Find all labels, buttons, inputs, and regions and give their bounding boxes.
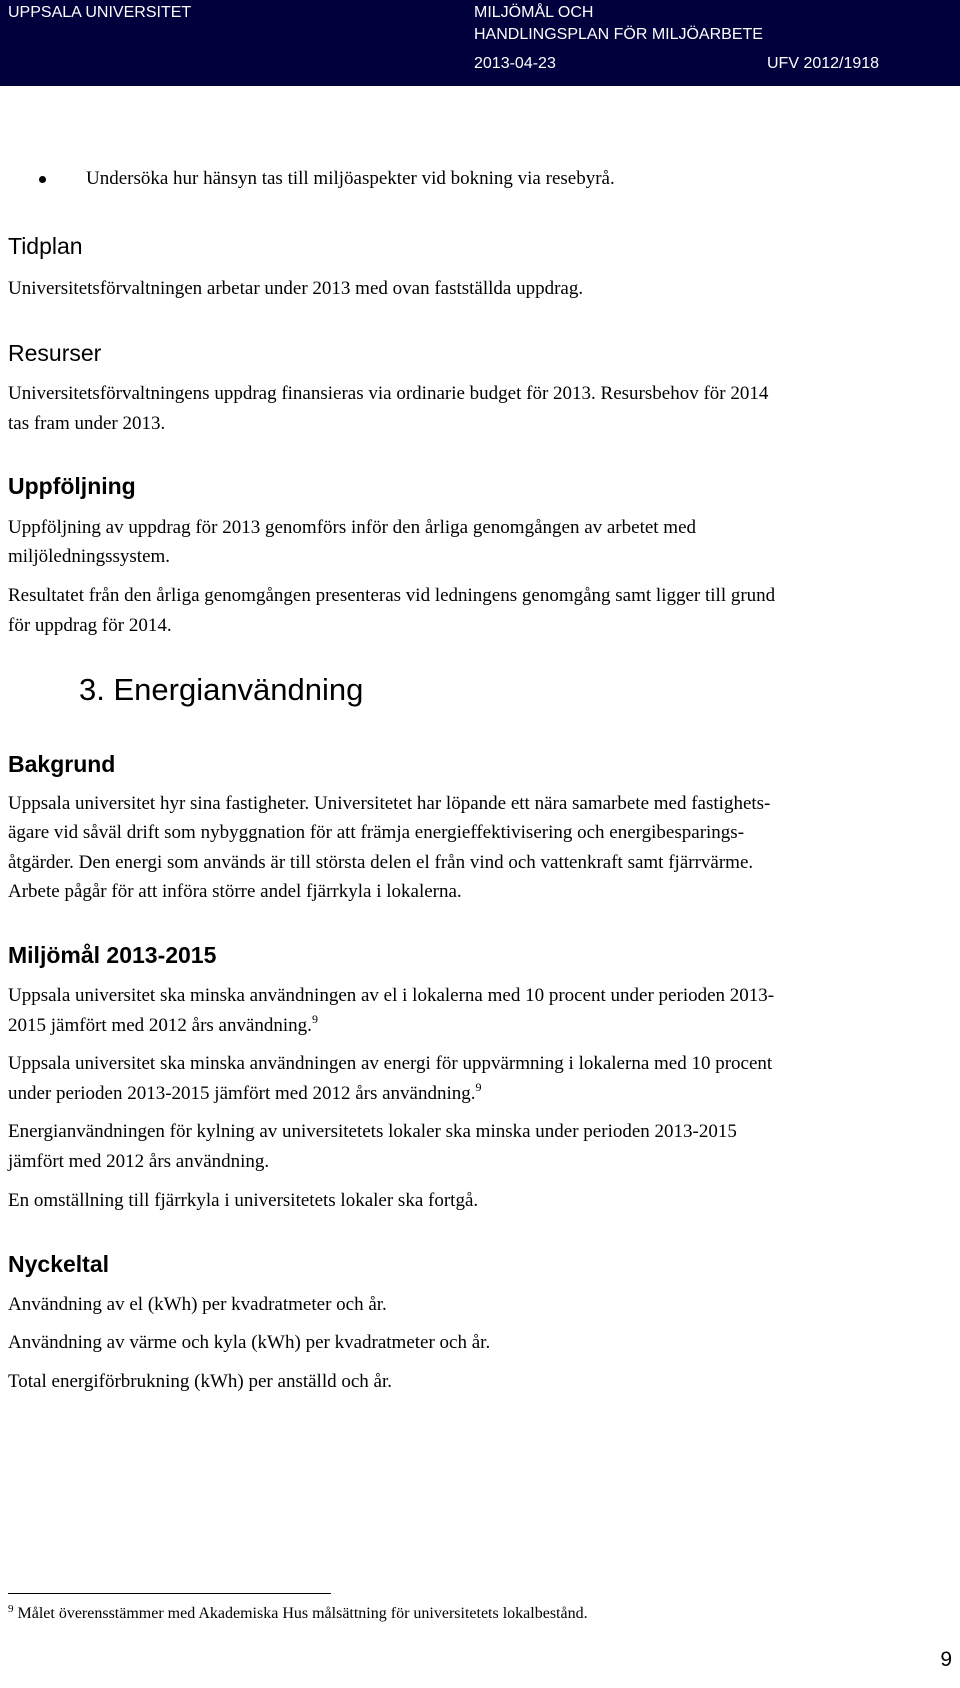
tidplan-text: Universitetsförvaltningen arbetar under 2013 med ovan fastställda uppdrag. [8,278,584,299]
miljomal-p1-line2: 2015 jämfört med 2012 års användning.$^9$ [8,1012,318,1036]
header-title-line2: HANDLINGSPLAN FÖR MILJÖARBETE [474,26,763,43]
uppfoljning-p2-line2: för uppdrag för 2014. [8,615,172,636]
heading-tidplan: Tidplan [8,233,83,259]
footnote [8,1605,588,1623]
bakgrund-line1: Uppsala universitet hyr sina fastigheter. Universitetet har löpande ett nära samarbete med fastighets- [8,793,771,814]
header-title-line1: MILJÖMÅL OCH [474,4,594,21]
bakgrund-line4: Arbete pågår för att införa större andel fjärrkyla i lokalerna. [8,881,462,902]
page-header [0,0,960,86]
miljomal-p3-line2: jämfört med 2012 års användning. [8,1151,270,1172]
uppfoljning-p1-line2: miljöledningssystem. [8,546,171,567]
header-date: 2013-04-23 [474,55,556,72]
nyckeltal-item: Användning av värme och kyla (kWh) per kvadratmeter och år. [8,1332,491,1353]
uppfoljning-p1-line1: Uppföljning av uppdrag för 2013 genomförs inför den årliga genomgången av arbetet med [8,517,697,538]
miljomal-p3-line1: Energianvändningen för kylning av universitetets lokaler ska minska under perioden 2013-2015 [8,1121,737,1142]
heading-uppfoljning: Uppföljning [8,473,136,499]
uppfoljning-p2-line1: Resultatet från den årliga genomgången presenteras vid ledningens genomgång samt ligger till grund [8,585,776,606]
footnote-ref: 9 [311,1012,318,1026]
heading-bakgrund: Bakgrund [8,751,116,777]
miljomal-p2-line2: under perioden 2013-2015 jämfört med 2012 års användning.$^9$ [8,1080,482,1104]
heading-nyckeltal: Nyckeltal [8,1251,110,1277]
heading-miljomal: Miljömål 2013-2015 [8,942,217,968]
header-organization: UPPSALA UNIVERSITET [8,4,192,21]
footnote-separator [8,1593,331,1594]
miljomal-p2-line1: Uppsala universitet ska minska användningen av energi för uppvärmning i lokalerna med 10 procent [8,1053,773,1074]
footnote-ref: 9 [475,1080,482,1094]
heading-resurser: Resurser [8,340,102,366]
section-title: 3. Energianvändning [79,672,364,707]
nyckeltal-item: Total energiförbrukning (kWh) per anställd och år. [8,1371,392,1392]
bakgrund-line3: åtgärder. Den energi som används är till största delen el från vind och vattenkraft samt fjärrvärme. [8,852,754,873]
miljomal-p1-line1: Uppsala universitet ska minska användningen av el i lokalerna med 10 procent under perioden 2013- [8,985,775,1006]
miljomal-p4: En omställning till fjärrkyla i universitetets lokaler ska fortgå. [8,1190,479,1211]
bullet-item: Undersöka hur hänsyn tas till miljöaspekter vid bokning via resebyrå. [86,168,615,189]
bakgrund-line2: ägare vid såväl drift som nybyggnation för att främja energieffektivisering och energibesparings- [8,822,745,843]
footnote-number: 9 [8,1603,14,1615]
header-reference: UFV 2012/1918 [767,55,880,72]
resurser-line2: tas fram under 2013. [8,413,166,434]
footnote-text: Målet överensstämmer med Akademiska Hus målsättning för universitetets lokalbestånd. [17,1605,588,1622]
bullet-icon [39,176,46,183]
page-number: 9 [940,1648,952,1671]
resurser-line1: Universitetsförvaltningens uppdrag finansieras via ordinarie budget för 2013. Resursbehov för 2014 [8,383,769,404]
nyckeltal-item: Användning av el (kWh) per kvadratmeter och år. [8,1294,387,1315]
